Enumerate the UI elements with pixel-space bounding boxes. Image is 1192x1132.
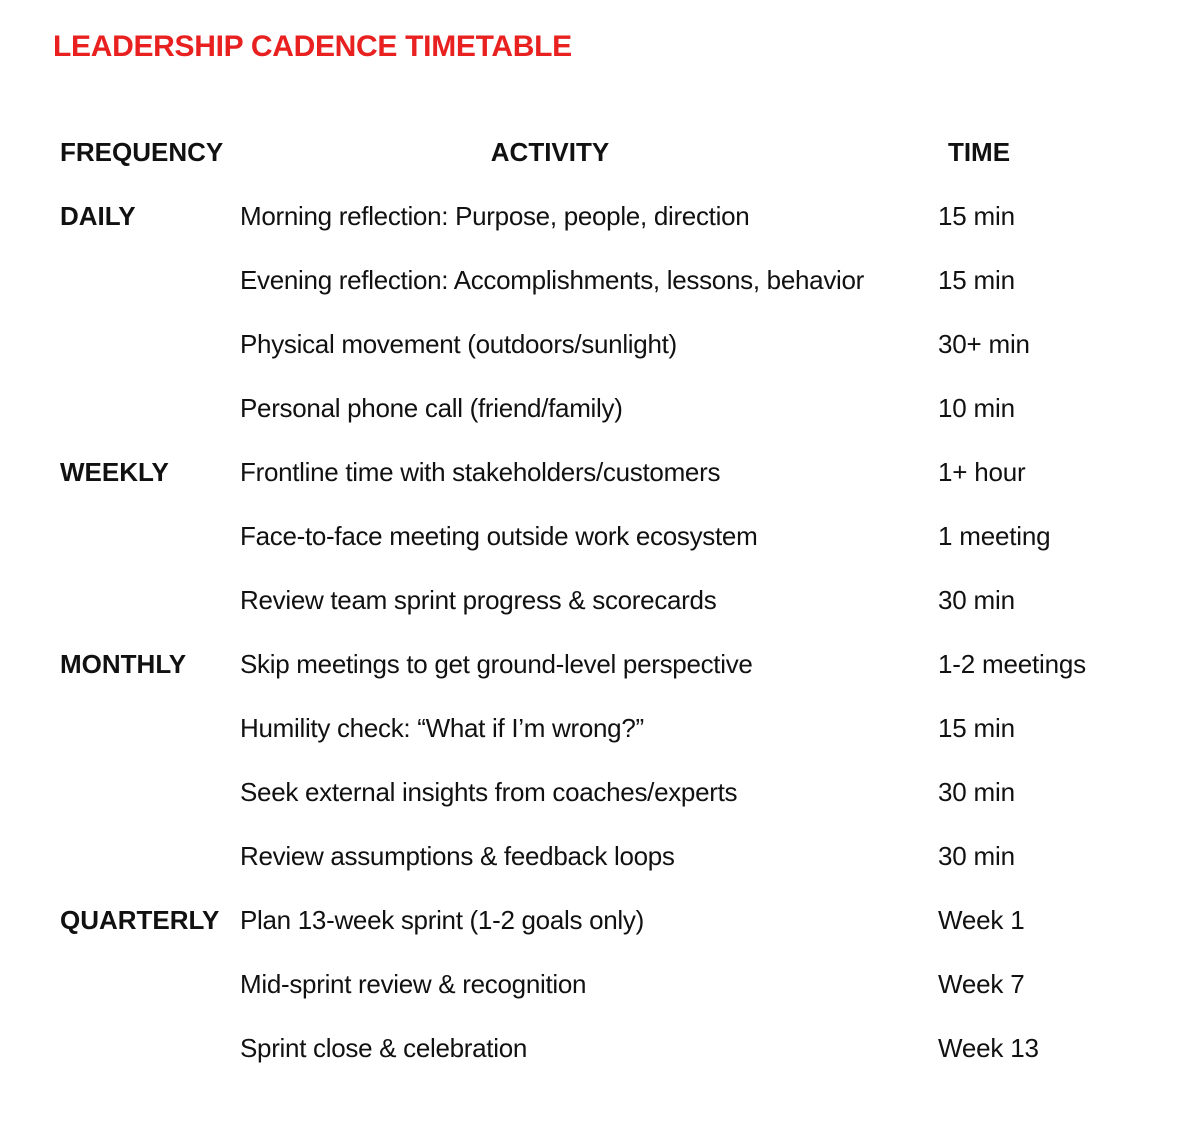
activity-cell: Morning reflection: Purpose, people, direction	[240, 200, 750, 231]
time-cell: Week 13	[938, 1032, 1039, 1063]
table-row	[60, 376, 1130, 440]
activity-cell: Sprint close & celebration	[240, 1032, 528, 1063]
time-cell: 15 min	[938, 712, 1015, 743]
column-header-activity: ACTIVITY	[490, 136, 610, 167]
column-header-time: TIME	[947, 136, 1011, 167]
time-cell: 30 min	[938, 776, 1015, 807]
page-title: LEADERSHIP CADENCE TIMETABLE	[53, 30, 572, 63]
frequency-cell: QUARTERLY	[60, 904, 220, 935]
table-row	[60, 760, 1130, 824]
column-header-frequency: FREQUENCY	[60, 136, 224, 167]
table-row	[60, 184, 1130, 248]
time-cell: 30 min	[938, 840, 1015, 871]
time-cell: Week 1	[938, 904, 1025, 935]
cadence-table	[60, 120, 1130, 1080]
time-cell: 1 meeting	[938, 520, 1051, 551]
frequency-cell	[60, 312, 240, 376]
table-row	[60, 696, 1130, 760]
activity-cell: Physical movement (outdoors/sunlight)	[240, 328, 677, 359]
activity-cell: Evening reflection: Accomplishments, lessons, behavior	[240, 264, 865, 295]
frequency-cell	[60, 824, 240, 888]
time-cell: 15 min	[938, 200, 1015, 231]
activity-cell: Skip meetings to get ground-level perspective	[240, 648, 753, 679]
table-row	[60, 568, 1130, 632]
activity-cell: Review assumptions & feedback loops	[240, 840, 675, 871]
activity-cell: Humility check: “What if I’m wrong?”	[240, 712, 644, 743]
table-row	[60, 888, 1130, 952]
activity-cell: Personal phone call (friend/family)	[240, 392, 623, 423]
time-cell: 1-2 meetings	[938, 648, 1086, 679]
frequency-cell	[60, 376, 240, 440]
frequency-cell	[60, 1016, 240, 1080]
frequency-cell	[60, 760, 240, 824]
time-cell: 15 min	[938, 264, 1015, 295]
frequency-cell	[60, 696, 240, 760]
activity-cell: Seek external insights from coaches/experts	[240, 776, 738, 807]
activity-cell: Mid-sprint review & recognition	[240, 968, 587, 999]
time-cell: Week 7	[938, 968, 1025, 999]
time-cell: 10 min	[938, 392, 1015, 423]
frequency-cell	[60, 952, 240, 1016]
table-row	[60, 312, 1130, 376]
activity-cell: Frontline time with stakeholders/customers	[240, 456, 721, 487]
frequency-cell: DAILY	[60, 200, 136, 231]
frequency-cell	[60, 504, 240, 568]
time-cell: 30+ min	[938, 328, 1030, 359]
time-cell: 30 min	[938, 584, 1015, 615]
table-row	[60, 1016, 1130, 1080]
frequency-cell: WEEKLY	[60, 456, 169, 487]
table-header-row	[60, 120, 1130, 184]
frequency-cell: MONTHLY	[60, 648, 187, 679]
table-row	[60, 632, 1130, 696]
table-row	[60, 504, 1130, 568]
frequency-cell	[60, 248, 240, 312]
table-row	[60, 248, 1130, 312]
frequency-cell	[60, 568, 240, 632]
table-row	[60, 440, 1130, 504]
table-row	[60, 824, 1130, 888]
table-row	[60, 952, 1130, 1016]
time-cell: 1+ hour	[938, 456, 1026, 487]
activity-cell: Review team sprint progress & scorecards	[240, 584, 717, 615]
activity-cell: Plan 13-week sprint (1-2 goals only)	[240, 904, 644, 935]
activity-cell: Face-to-face meeting outside work ecosystem	[240, 520, 758, 551]
